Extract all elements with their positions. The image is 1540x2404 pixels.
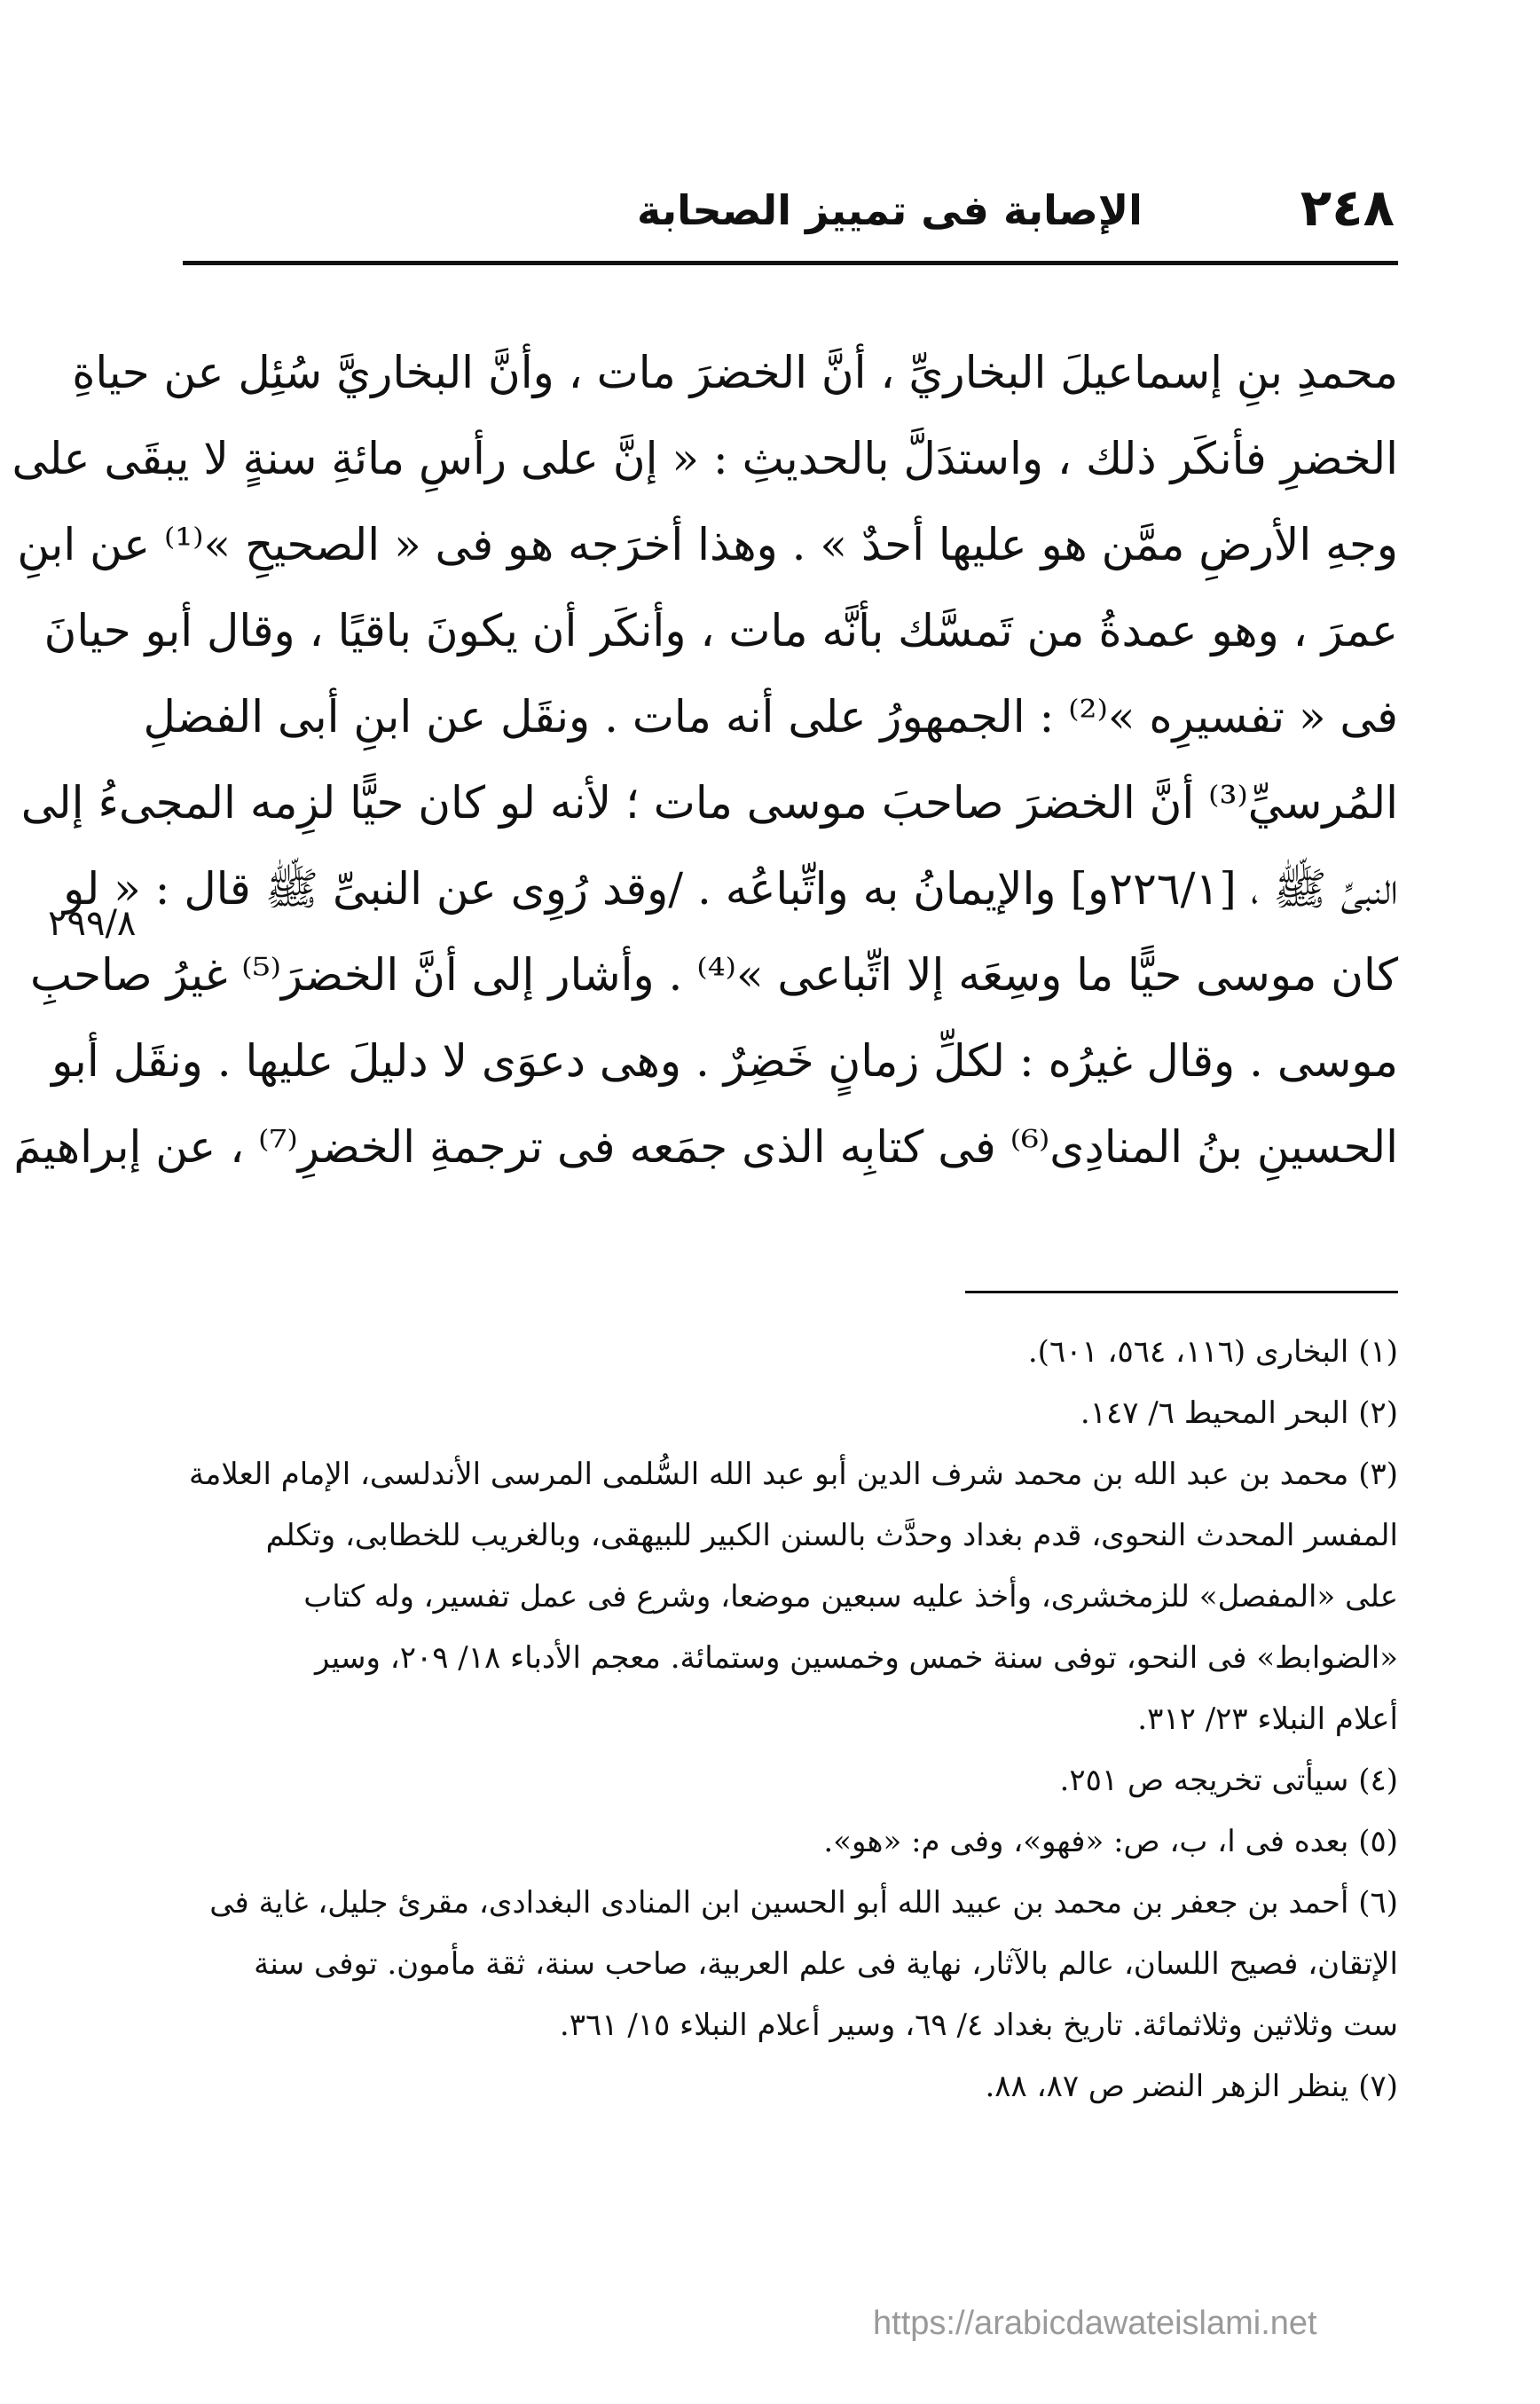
footnote-line: (٥) بعده فى ا، ب، ص: «فهو»، وفى م: «هو». (823, 1824, 1398, 1859)
footnote-line: (٣) محمد بن عبد الله بن محمد شرف الدين أبو عبد الله السُّلمى المرسى الأندلسى، الإمام العلامة (188, 1457, 1398, 1492)
footnote-line: (٧) ينظر الزهر النضر ص ٨٧، ٨٨. (985, 2069, 1398, 2104)
footnote-line: (١) البخارى (١١٦، ٥٦٤، ٦٠١). (1027, 1334, 1398, 1370)
book-title: الإصابة فى تمييز الصحابة (637, 186, 1143, 234)
footnote-line: أعلام النبلاء ٢٣/ ٣١٢. (1137, 1701, 1398, 1737)
text-line: النبىِّ ﷺ ، [٢٢٦/١و] والإيمانُ به واتِّباعُه . /وقد رُوِى عن النبىِّ ﷺ قال : « لو (63, 863, 1398, 915)
text-line: الحسينِ بنُ المنادِى⁽⁶⁾ فى كتابِه الذى جمَعه فى ترجمةِ الخضرِ⁽⁷⁾ ، عن إبراهيمَ (13, 1121, 1398, 1173)
footnote-line: (٤) سيأتى تخريجه ص ٢٥١. (1059, 1763, 1398, 1798)
footnote-line: الإتقان، فصيح اللسان، عالم بالآثار، نهاية فى علم العربية، صاحب سنة، ثقة مأمون. توفى سنة (254, 1946, 1398, 1982)
page-header (183, 177, 1396, 248)
text-line: وجهِ الأرضِ ممَّن هو عليها أحدٌ » . وهذا أخرَجه هو فى « الصحيحِ »⁽¹⁾ عن ابنِ (17, 519, 1398, 570)
watermark-url: https://arabicdawateislami.net (873, 2305, 1317, 2342)
margin-reference: ٢٩٩/٨ (48, 903, 137, 944)
footnote-line: المفسر المحدث النحوى، قدم بغداد وحدَّث بالسنن الكبير للبيهقى، وبالغريب للخطابى، وتكلم (265, 1518, 1398, 1553)
text-line: كان موسى حيًّا ما وسِعَه إلا اتِّباعى »⁽⁴⁾ . وأشار إلى أنَّ الخضرَ⁽⁵⁾ غيرُ صاحبِ (29, 949, 1398, 1001)
footnotes (183, 1322, 1398, 2117)
text-line: موسى . وقال غيرُه : لكلِّ زمانٍ خَضِرٌ . وهى دعوَى لا دليلَ عليها . ونقَل أبو (51, 1035, 1398, 1087)
text-line: فى « تفسيرِه »⁽²⁾ : الجمهورُ على أنه مات . ونقَل عن ابنِ أبى الفضلِ (143, 691, 1398, 742)
text-line: المُرسيِّ⁽³⁾ أنَّ الخضرَ صاحبَ موسى مات ؛ لأنه لو كان حيًّا لزِمه المجىءُ إلى (20, 777, 1398, 829)
text-line: الخضرِ فأنكَر ذلك ، واستدَلَّ بالحديثِ : « إنَّ على رأسِ مائةِ سنةٍ لا يبقَى على (12, 433, 1398, 484)
footnote-line: (٢) البحر المحيط ٦/ ١٤٧. (1080, 1395, 1398, 1431)
footnote-divider (965, 1291, 1398, 1293)
footnote-line: ست وثلاثين وثلاثمائة. تاريخ بغداد ٤/ ٦٩، وسير أعلام النبلاء ١٥/ ٣٦١. (559, 2007, 1398, 2043)
footnote-line: على «المفصل» للزمخشرى، وأخذ عليه سبعين موضعا، وشرع فى عمل تفسير، وله كتاب (303, 1579, 1398, 1614)
header-divider (183, 261, 1398, 265)
footnote-line: (٦) أحمد بن جعفر بن محمد بن عبيد الله أبو الحسين ابن المنادى البغدادى، مقرئ جليل، غاية فى (209, 1885, 1398, 1921)
text-line: عمرَ ، وهو عمدةُ من تَمسَّك بأنَّه مات ، وأنكَر أن يكونَ باقيًا ، وقال أبو حيانَ (43, 605, 1398, 656)
page-number: ٢٤٨ (1300, 177, 1395, 238)
text-line: محمدِ بنِ إسماعيلَ البخاريِّ ، أنَّ الخضرَ مات ، وأنَّ البخاريَّ سُئِل عن حياةِ (72, 347, 1398, 398)
footnote-line: «الضوابط» فى النحو، توفى سنة خمس وخمسين وستمائة. معجم الأدباء ١٨/ ٢٠٩، وسير (314, 1640, 1398, 1676)
